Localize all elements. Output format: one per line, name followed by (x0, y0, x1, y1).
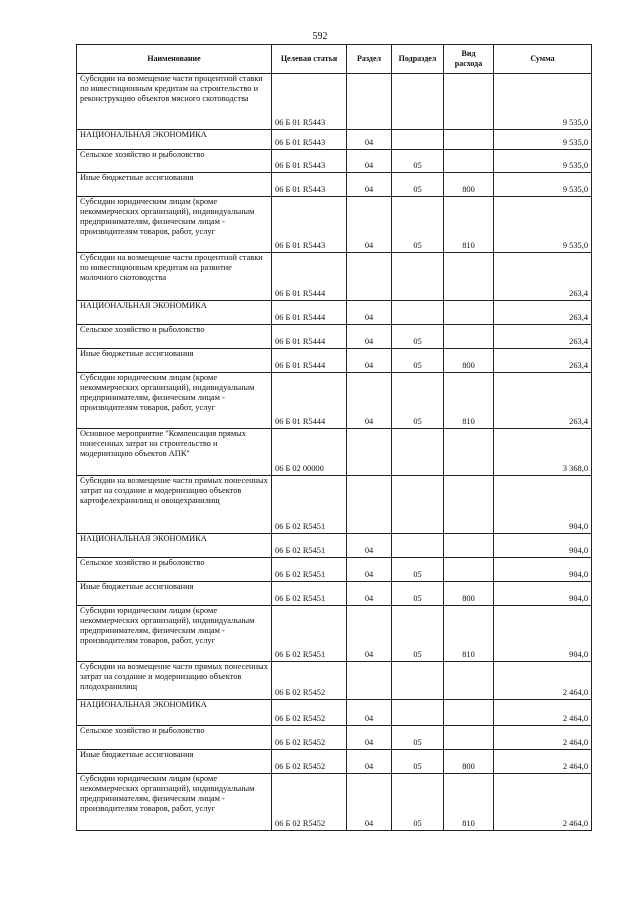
cell-vid (444, 253, 494, 301)
cell-vid (444, 726, 494, 750)
cell-sum: 263,4 (494, 301, 592, 325)
header-razdel: Раздел (347, 45, 392, 74)
cell-sum: 904,0 (494, 558, 592, 582)
cell-code: 06 Б 01 R5444 (272, 349, 347, 373)
cell-sum: 9 535,0 (494, 173, 592, 197)
cell-code: 06 Б 02 R5452 (272, 774, 347, 831)
cell-razdel: 04 (347, 173, 392, 197)
cell-podrazdel: 05 (392, 606, 444, 662)
cell-razdel: 04 (347, 700, 392, 726)
cell-name: Субсидии юридическим лицам (кроме некоммерческих организаций), индивидуальным предпринимателям, физическим лицам - производителям товаров, работ, услуг (77, 774, 272, 831)
table-row (77, 150, 592, 173)
cell-name: Сельское хозяйство и рыболовство (77, 325, 272, 349)
cell-name: Субсидии юридическим лицам (кроме некоммерческих организаций), индивидуальным предпринимателям, физическим лицам - производителям товаров, работ, услуг (77, 606, 272, 662)
cell-vid (444, 325, 494, 349)
cell-code: 06 Б 01 R5443 (272, 74, 347, 130)
cell-name: НАЦИОНАЛЬНАЯ ЭКОНОМИКА (77, 534, 272, 558)
table-row (77, 197, 592, 253)
cell-name: Иные бюджетные ассигнования (77, 582, 272, 606)
cell-podrazdel: 05 (392, 558, 444, 582)
cell-vid (444, 558, 494, 582)
cell-vid: 810 (444, 373, 494, 429)
cell-podrazdel: 05 (392, 349, 444, 373)
cell-razdel: 04 (347, 301, 392, 325)
cell-podrazdel (392, 130, 444, 150)
cell-sum: 3 368,0 (494, 429, 592, 476)
cell-razdel (347, 429, 392, 476)
cell-name: Сельское хозяйство и рыболовство (77, 558, 272, 582)
cell-code: 06 Б 01 R5444 (272, 373, 347, 429)
cell-code: 06 Б 01 R5444 (272, 301, 347, 325)
table-row (77, 74, 592, 130)
cell-sum: 904,0 (494, 476, 592, 534)
table-row (77, 349, 592, 373)
cell-razdel: 04 (347, 150, 392, 173)
cell-code: 06 Б 02 00000 (272, 429, 347, 476)
cell-razdel (347, 662, 392, 700)
cell-sum: 2 464,0 (494, 750, 592, 774)
cell-podrazdel: 05 (392, 726, 444, 750)
cell-vid (444, 74, 494, 130)
cell-name: НАЦИОНАЛЬНАЯ ЭКОНОМИКА (77, 130, 272, 150)
cell-sum: 9 535,0 (494, 74, 592, 130)
cell-name: Субсидии на возмещение части прямых понесенных затрат на создание и модернизацию объектов плодохранилищ (77, 662, 272, 700)
cell-vid (444, 476, 494, 534)
cell-podrazdel: 05 (392, 325, 444, 349)
cell-vid: 800 (444, 750, 494, 774)
cell-razdel: 04 (347, 130, 392, 150)
cell-podrazdel: 05 (392, 150, 444, 173)
cell-code: 06 Б 02 R5451 (272, 534, 347, 558)
cell-podrazdel (392, 476, 444, 534)
cell-razdel: 04 (347, 750, 392, 774)
page-number: 592 (312, 31, 328, 42)
cell-sum: 263,4 (494, 253, 592, 301)
header-vid: Вид расхода (444, 45, 494, 74)
cell-code: 06 Б 01 R5443 (272, 130, 347, 150)
table-row (77, 301, 592, 325)
cell-podrazdel: 05 (392, 774, 444, 831)
cell-podrazdel (392, 662, 444, 700)
cell-code: 06 Б 01 R5443 (272, 197, 347, 253)
table-header-row (77, 45, 592, 74)
cell-sum: 904,0 (494, 606, 592, 662)
cell-code: 06 Б 02 R5451 (272, 606, 347, 662)
cell-razdel: 04 (347, 197, 392, 253)
cell-name: Иные бюджетные ассигнования (77, 173, 272, 197)
cell-code: 06 Б 01 R5443 (272, 150, 347, 173)
cell-vid (444, 130, 494, 150)
cell-razdel: 04 (347, 606, 392, 662)
cell-razdel: 04 (347, 774, 392, 831)
cell-razdel: 04 (347, 558, 392, 582)
table-row (77, 534, 592, 558)
cell-name: НАЦИОНАЛЬНАЯ ЭКОНОМИКА (77, 301, 272, 325)
cell-sum: 9 535,0 (494, 130, 592, 150)
cell-name: Иные бюджетные ассигнования (77, 349, 272, 373)
cell-name: Субсидии на возмещение части прямых понесенных затрат на создание и модернизацию объектов картофелехранилищ и овощехранилищ (77, 476, 272, 534)
header-name: Наименование (77, 45, 272, 74)
budget-table (76, 44, 592, 831)
cell-name: Субсидии на возмещение части процентной ставки по инвестиционным кредитам на развитие молочного скотоводства (77, 253, 272, 301)
table-row (77, 130, 592, 150)
table-row (77, 173, 592, 197)
cell-vid (444, 301, 494, 325)
cell-name: Сельское хозяйство и рыболовство (77, 150, 272, 173)
cell-podrazdel: 05 (392, 750, 444, 774)
cell-sum: 2 464,0 (494, 726, 592, 750)
cell-code: 06 Б 01 R5443 (272, 173, 347, 197)
table-row (77, 774, 592, 831)
cell-podrazdel: 05 (392, 582, 444, 606)
cell-razdel: 04 (347, 325, 392, 349)
cell-sum: 9 535,0 (494, 150, 592, 173)
cell-code: 06 Б 01 R5444 (272, 253, 347, 301)
table-row (77, 253, 592, 301)
cell-vid: 810 (444, 197, 494, 253)
cell-sum: 263,4 (494, 325, 592, 349)
table-row (77, 325, 592, 349)
cell-sum: 2 464,0 (494, 774, 592, 831)
cell-sum: 2 464,0 (494, 700, 592, 726)
cell-vid (444, 700, 494, 726)
cell-razdel (347, 74, 392, 130)
cell-podrazdel: 05 (392, 197, 444, 253)
cell-podrazdel: 05 (392, 373, 444, 429)
cell-name: Субсидии на возмещение части процентной ставки по инвестиционным кредитам на строительство и реконструкцию объектов мясного скотоводства (77, 74, 272, 130)
cell-sum: 904,0 (494, 582, 592, 606)
header-sum: Сумма (494, 45, 592, 74)
header-podrazdel: Подраздел (392, 45, 444, 74)
cell-vid: 800 (444, 173, 494, 197)
cell-vid (444, 534, 494, 558)
table-row (77, 582, 592, 606)
table-row (77, 373, 592, 429)
cell-code: 06 Б 01 R5444 (272, 325, 347, 349)
cell-code: 06 Б 02 R5452 (272, 750, 347, 774)
cell-name: Сельское хозяйство и рыболовство (77, 726, 272, 750)
cell-sum: 9 535,0 (494, 197, 592, 253)
header-code: Целевая статья (272, 45, 347, 74)
cell-name: Субсидии юридическим лицам (кроме некоммерческих организаций), индивидуальным предпринимателям, физическим лицам - производителям товаров, работ, услуг (77, 373, 272, 429)
cell-sum: 2 464,0 (494, 662, 592, 700)
table-row (77, 429, 592, 476)
cell-name: Основное мероприятие "Компенсация прямых понесенных затрат на строительство и модернизацию объектов АПК" (77, 429, 272, 476)
cell-vid: 800 (444, 349, 494, 373)
cell-vid: 810 (444, 606, 494, 662)
cell-podrazdel: 05 (392, 173, 444, 197)
cell-vid: 800 (444, 582, 494, 606)
cell-name: Иные бюджетные ассигнования (77, 750, 272, 774)
cell-vid (444, 150, 494, 173)
cell-name: НАЦИОНАЛЬНАЯ ЭКОНОМИКА (77, 700, 272, 726)
cell-code: 06 Б 02 R5452 (272, 726, 347, 750)
table-row (77, 558, 592, 582)
cell-code: 06 Б 02 R5451 (272, 582, 347, 606)
cell-code: 06 Б 02 R5452 (272, 700, 347, 726)
cell-code: 06 Б 02 R5451 (272, 558, 347, 582)
cell-vid: 810 (444, 774, 494, 831)
cell-podrazdel (392, 429, 444, 476)
cell-code: 06 Б 02 R5451 (272, 476, 347, 534)
table-row (77, 726, 592, 750)
table-row (77, 606, 592, 662)
cell-sum: 904,0 (494, 534, 592, 558)
cell-vid (444, 429, 494, 476)
cell-razdel (347, 476, 392, 534)
cell-sum: 263,4 (494, 349, 592, 373)
cell-podrazdel (392, 74, 444, 130)
cell-razdel: 04 (347, 534, 392, 558)
table-row (77, 662, 592, 700)
table-row (77, 476, 592, 534)
cell-name: Субсидии юридическим лицам (кроме некоммерческих организаций), индивидуальным предпринимателям, физическим лицам - производителям товаров, работ, услуг (77, 197, 272, 253)
cell-podrazdel (392, 253, 444, 301)
cell-razdel: 04 (347, 373, 392, 429)
table-row (77, 750, 592, 774)
cell-podrazdel (392, 534, 444, 558)
cell-razdel (347, 253, 392, 301)
cell-podrazdel (392, 700, 444, 726)
cell-vid (444, 662, 494, 700)
cell-code: 06 Б 02 R5452 (272, 662, 347, 700)
cell-sum: 263,4 (494, 373, 592, 429)
cell-podrazdel (392, 301, 444, 325)
cell-razdel: 04 (347, 726, 392, 750)
cell-razdel: 04 (347, 349, 392, 373)
cell-razdel: 04 (347, 582, 392, 606)
table-row (77, 700, 592, 726)
